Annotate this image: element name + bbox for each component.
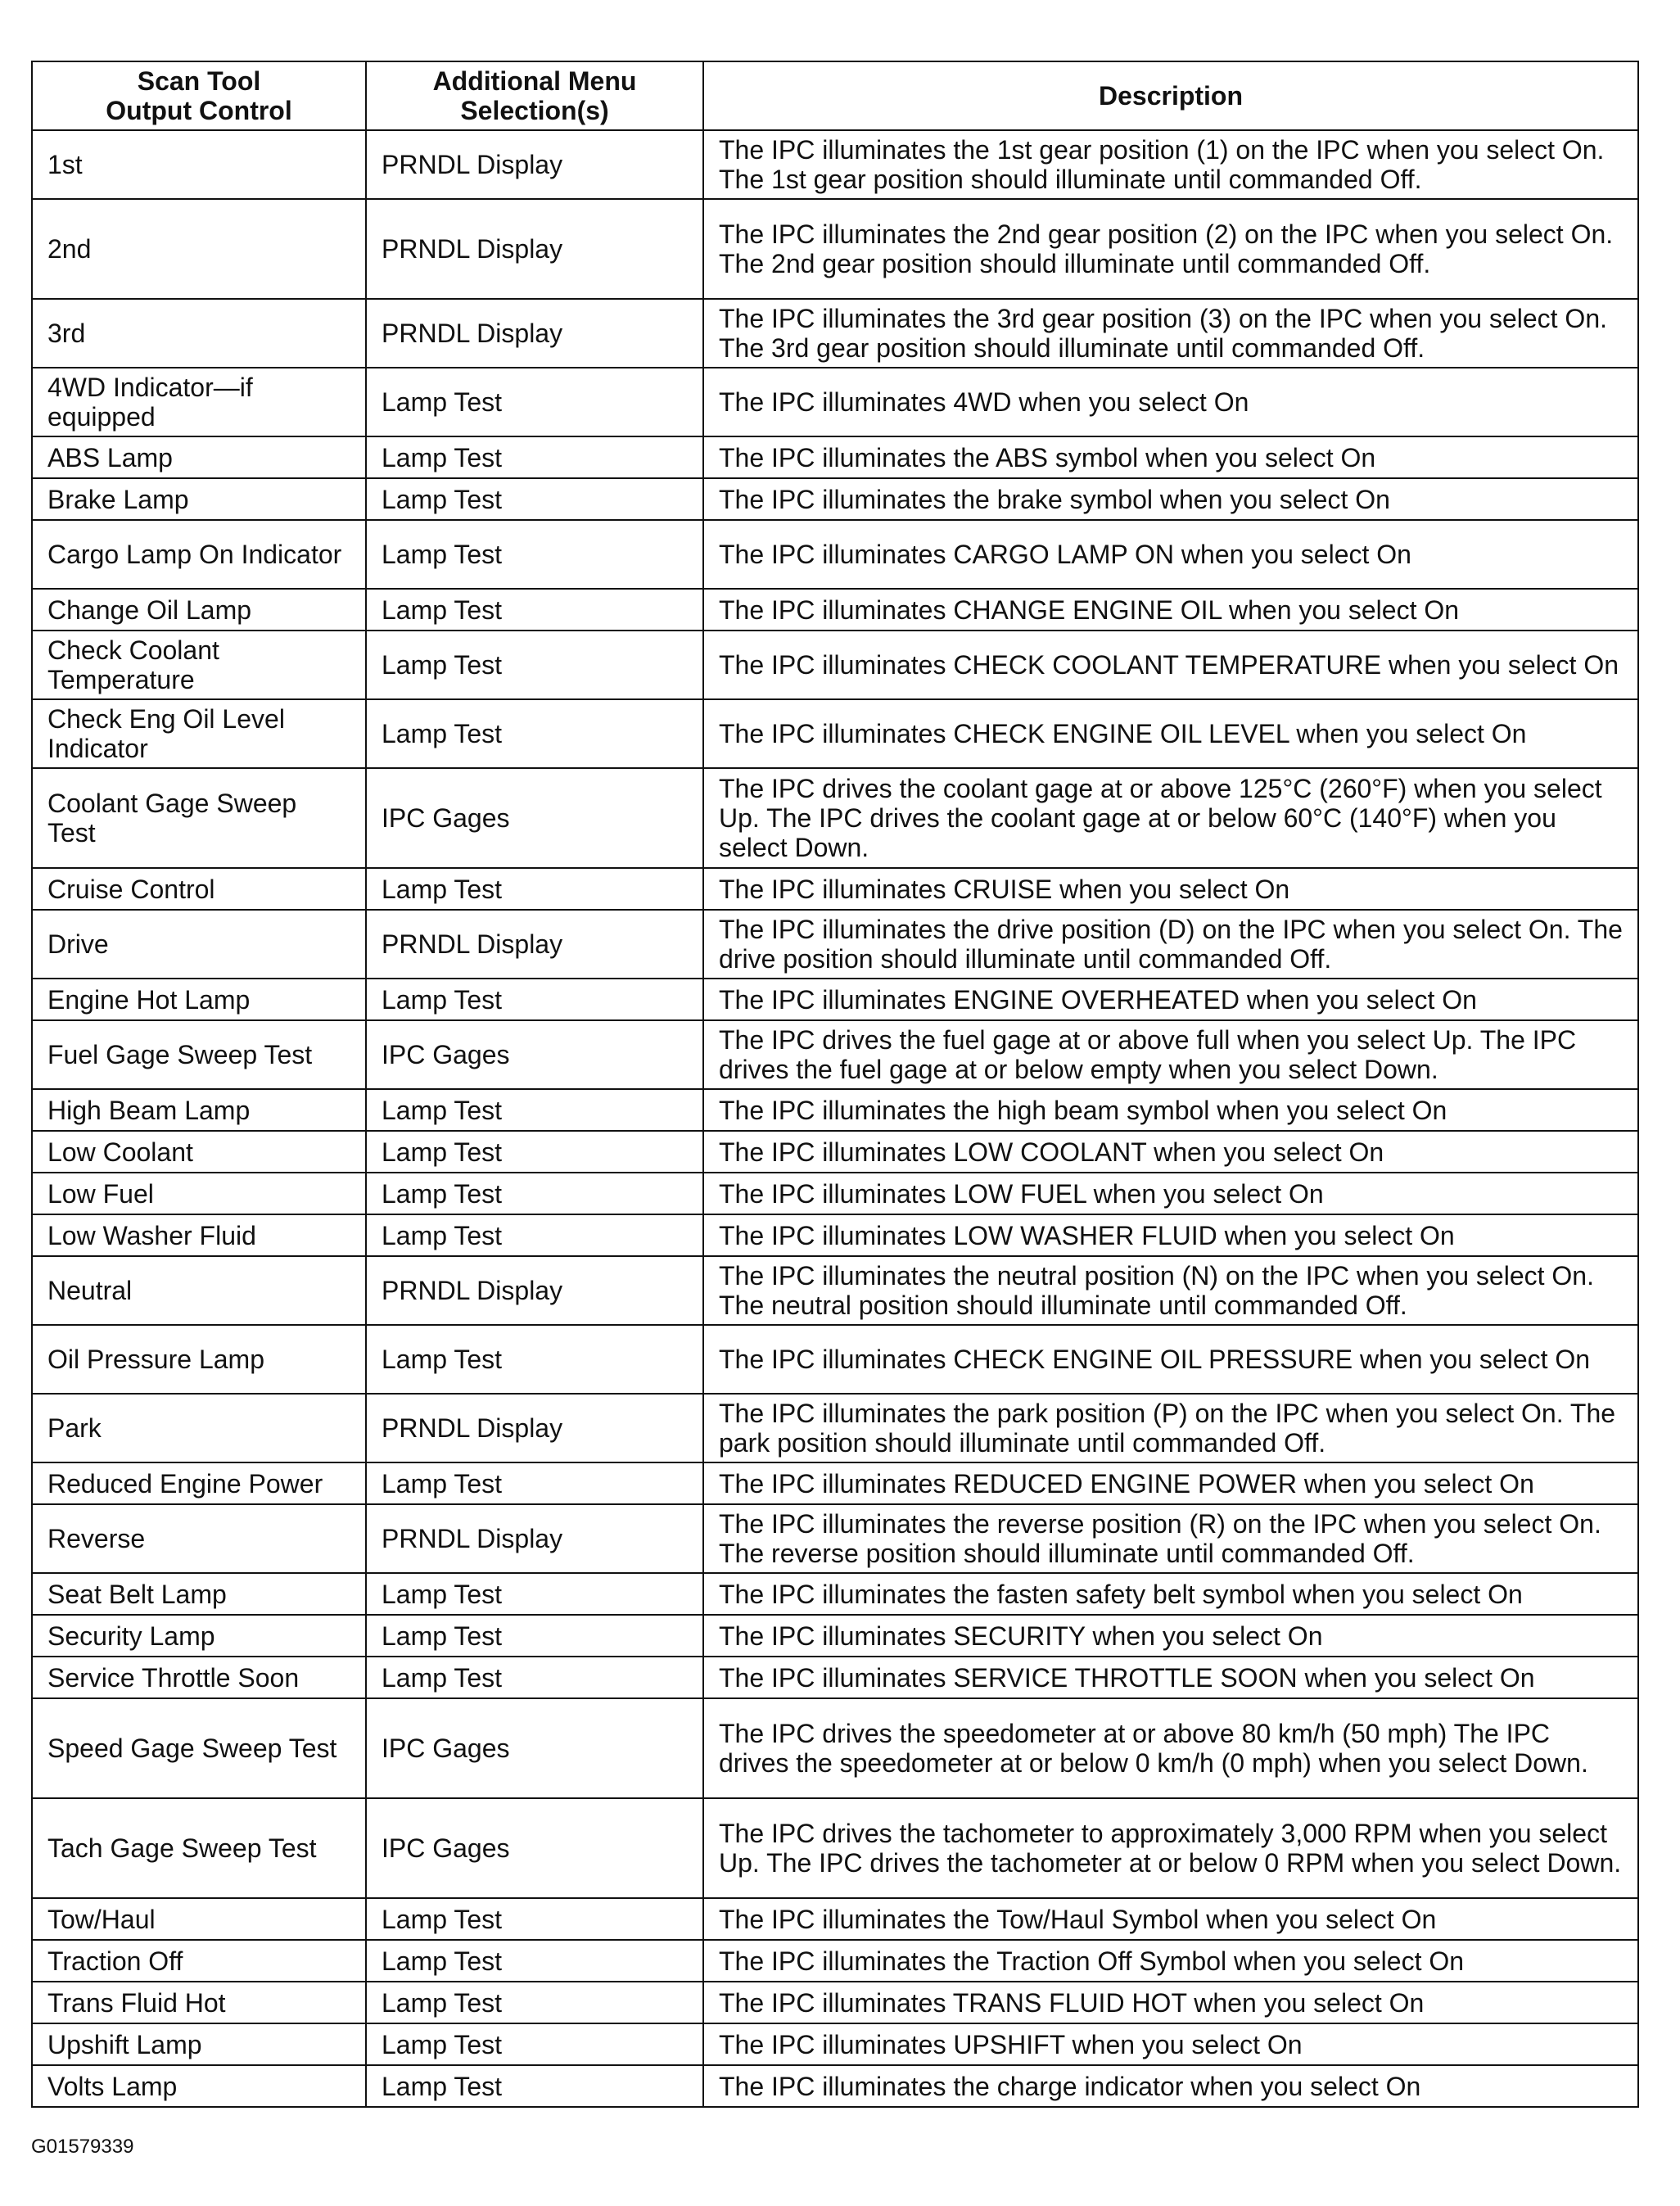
menu-selection-cell: PRNDL Display [366,199,703,299]
description-cell: The IPC illuminates the 2nd gear position (2) on the IPC when you select On. The 2nd gear position should illuminate until commanded Off. [703,199,1638,299]
table-row [32,1214,1638,1256]
table-row [32,1256,1638,1325]
output-control-cell: Check Eng Oil Level Indicator [32,699,366,768]
output-control-cell: Cargo Lamp On Indicator [32,520,366,589]
table-row [32,299,1638,368]
table-row [32,1504,1638,1573]
output-control-table [31,61,1639,2108]
menu-selection-cell: Lamp Test [366,979,703,1020]
description-cell: The IPC illuminates CHECK ENGINE OIL LEVEL when you select On [703,699,1638,768]
table-row [32,1982,1638,2023]
output-control-cell: Change Oil Lamp [32,589,366,631]
output-control-cell: Seat Belt Lamp [32,1573,366,1615]
description-cell: The IPC illuminates the neutral position (N) on the IPC when you select On. The neutral position should illuminate until commanded Off. [703,1256,1638,1325]
output-control-cell: Low Coolant [32,1131,366,1173]
description-cell: The IPC illuminates TRANS FLUID HOT when you select On [703,1982,1638,2023]
table-row [32,1325,1638,1394]
menu-selection-cell: Lamp Test [366,1173,703,1214]
table-row [32,1698,1638,1798]
output-control-cell: Reduced Engine Power [32,1462,366,1504]
description-cell: The IPC illuminates the Tow/Haul Symbol when you select On [703,1898,1638,1940]
description-cell: The IPC illuminates the reverse position (R) on the IPC when you select On. The reverse position should illuminate until commanded Off. [703,1504,1638,1573]
output-control-cell: Tach Gage Sweep Test [32,1798,366,1898]
table-row [32,1131,1638,1173]
description-cell: The IPC illuminates REDUCED ENGINE POWER when you select On [703,1462,1638,1504]
output-control-cell: Neutral [32,1256,366,1325]
menu-selection-cell: PRNDL Display [366,1256,703,1325]
output-control-cell: Upshift Lamp [32,2023,366,2065]
header-row [32,61,1638,130]
description-cell: The IPC illuminates the 3rd gear position (3) on the IPC when you select On. The 3rd gear position should illuminate until commanded Off. [703,299,1638,368]
menu-selection-cell: Lamp Test [366,1615,703,1657]
table-row [32,1173,1638,1214]
output-control-cell: Cruise Control [32,868,366,910]
menu-selection-cell: Lamp Test [366,1462,703,1504]
menu-selection-cell: Lamp Test [366,631,703,699]
output-control-cell: 4WD Indicator—if equipped [32,368,366,436]
menu-selection-cell: Lamp Test [366,368,703,436]
table-row [32,1394,1638,1462]
description-cell: The IPC illuminates LOW FUEL when you select On [703,1173,1638,1214]
table-row [32,436,1638,478]
table-row [32,1798,1638,1898]
menu-selection-cell: IPC Gages [366,1698,703,1798]
description-cell: The IPC illuminates LOW WASHER FLUID when you select On [703,1214,1638,1256]
table-row [32,979,1638,1020]
table-row [32,478,1638,520]
menu-selection-cell: PRNDL Display [366,1504,703,1573]
menu-selection-cell: PRNDL Display [366,910,703,979]
table-row [32,910,1638,979]
menu-selection-cell: Lamp Test [366,1982,703,2023]
table-row [32,1020,1638,1089]
output-control-cell: Coolant Gage Sweep Test [32,768,366,868]
table-row [32,868,1638,910]
menu-selection-cell: Lamp Test [366,520,703,589]
output-control-cell: Oil Pressure Lamp [32,1325,366,1394]
table-body [32,130,1638,2107]
menu-selection-cell: PRNDL Display [366,1394,703,1462]
menu-selection-cell: Lamp Test [366,1657,703,1698]
menu-selection-cell: PRNDL Display [366,299,703,368]
description-cell: The IPC illuminates the 1st gear position (1) on the IPC when you select On. The 1st gear position should illuminate until commanded Off. [703,130,1638,199]
table-row [32,631,1638,699]
description-cell: The IPC illuminates CHANGE ENGINE OIL when you select On [703,589,1638,631]
table-row [32,589,1638,631]
header-scan-tool-output-control: Scan Tool Output Control [32,61,366,130]
description-cell: The IPC illuminates CARGO LAMP ON when you select On [703,520,1638,589]
table-row [32,1615,1638,1657]
output-control-cell: Engine Hot Lamp [32,979,366,1020]
output-control-cell: ABS Lamp [32,436,366,478]
table-row [32,768,1638,868]
table-row [32,199,1638,299]
output-control-cell: Fuel Gage Sweep Test [32,1020,366,1089]
output-control-cell: 2nd [32,199,366,299]
output-control-cell: Service Throttle Soon [32,1657,366,1698]
table-row [32,1573,1638,1615]
output-control-cell: 3rd [32,299,366,368]
description-cell: The IPC illuminates the fasten safety belt symbol when you select On [703,1573,1638,1615]
table-row [32,1089,1638,1131]
output-control-cell: Traction Off [32,1940,366,1982]
table-row [32,368,1638,436]
description-cell: The IPC drives the speedometer at or above 80 km/h (50 mph) The IPC drives the speedometer at or below 0 km/h (0 mph) when you select Down. [703,1698,1638,1798]
table-row [32,130,1638,199]
menu-selection-cell: Lamp Test [366,436,703,478]
menu-selection-cell: Lamp Test [366,1089,703,1131]
description-cell: The IPC illuminates the charge indicator when you select On [703,2065,1638,2107]
description-cell: The IPC illuminates the brake symbol when you select On [703,478,1638,520]
output-control-cell: Check Coolant Temperature [32,631,366,699]
table-row [32,1898,1638,1940]
output-control-cell: Reverse [32,1504,366,1573]
menu-selection-cell: IPC Gages [366,1798,703,1898]
description-cell: The IPC drives the coolant gage at or above 125°C (260°F) when you select Up. The IPC drives the coolant gage at or below 60°C (140°F) when you select Down. [703,768,1638,868]
output-control-cell: Drive [32,910,366,979]
menu-selection-cell: Lamp Test [366,1214,703,1256]
description-cell: The IPC illuminates the park position (P) on the IPC when you select On. The park position should illuminate until commanded Off. [703,1394,1638,1462]
header-additional-menu-selection: Additional Menu Selection(s) [366,61,703,130]
menu-selection-cell: Lamp Test [366,1940,703,1982]
description-cell: The IPC illuminates LOW COOLANT when you select On [703,1131,1638,1173]
description-cell: The IPC illuminates ENGINE OVERHEATED when you select On [703,979,1638,1020]
table-row [32,2065,1638,2107]
output-control-cell: High Beam Lamp [32,1089,366,1131]
menu-selection-cell: Lamp Test [366,2065,703,2107]
output-control-cell: Trans Fluid Hot [32,1982,366,2023]
menu-selection-cell: Lamp Test [366,589,703,631]
output-control-cell: Brake Lamp [32,478,366,520]
table-row [32,520,1638,589]
output-control-cell: Volts Lamp [32,2065,366,2107]
description-cell: The IPC drives the tachometer to approximately 3,000 RPM when you select Up. The IPC drives the tachometer at or below 0 RPM when you select Down. [703,1798,1638,1898]
menu-selection-cell: Lamp Test [366,699,703,768]
menu-selection-cell: PRNDL Display [366,130,703,199]
description-cell: The IPC illuminates SERVICE THROTTLE SOON when you select On [703,1657,1638,1698]
table-row [32,1940,1638,1982]
description-cell: The IPC illuminates the ABS symbol when you select On [703,436,1638,478]
description-cell: The IPC illuminates UPSHIFT when you select On [703,2023,1638,2065]
table-row [32,1657,1638,1698]
output-control-cell: Low Washer Fluid [32,1214,366,1256]
menu-selection-cell: IPC Gages [366,768,703,868]
header-description: Description [703,61,1638,130]
menu-selection-cell: Lamp Test [366,2023,703,2065]
menu-selection-cell: Lamp Test [366,478,703,520]
menu-selection-cell: Lamp Test [366,868,703,910]
menu-selection-cell: Lamp Test [366,1325,703,1394]
table-row [32,699,1638,768]
description-cell: The IPC illuminates the high beam symbol when you select On [703,1089,1638,1131]
description-cell: The IPC drives the fuel gage at or above full when you select Up. The IPC drives the fuel gage at or below empty when you select Down. [703,1020,1638,1089]
output-control-cell: Tow/Haul [32,1898,366,1940]
description-cell: The IPC illuminates 4WD when you select On [703,368,1638,436]
figure-id: G01579339 [31,2136,134,2158]
description-cell: The IPC illuminates the drive position (D) on the IPC when you select On. The drive position should illuminate until commanded Off. [703,910,1638,979]
menu-selection-cell: IPC Gages [366,1020,703,1089]
output-control-cell: Security Lamp [32,1615,366,1657]
menu-selection-cell: Lamp Test [366,1573,703,1615]
description-cell: The IPC illuminates the Traction Off Symbol when you select On [703,1940,1638,1982]
description-cell: The IPC illuminates CHECK ENGINE OIL PRESSURE when you select On [703,1325,1638,1394]
table-row [32,1462,1638,1504]
description-cell: The IPC illuminates SECURITY when you select On [703,1615,1638,1657]
menu-selection-cell: Lamp Test [366,1131,703,1173]
output-control-cell: Park [32,1394,366,1462]
description-cell: The IPC illuminates CRUISE when you select On [703,868,1638,910]
output-control-cell: 1st [32,130,366,199]
description-cell: The IPC illuminates CHECK COOLANT TEMPERATURE when you select On [703,631,1638,699]
menu-selection-cell: Lamp Test [366,1898,703,1940]
output-control-cell: Low Fuel [32,1173,366,1214]
table-row [32,2023,1638,2065]
output-control-cell: Speed Gage Sweep Test [32,1698,366,1798]
